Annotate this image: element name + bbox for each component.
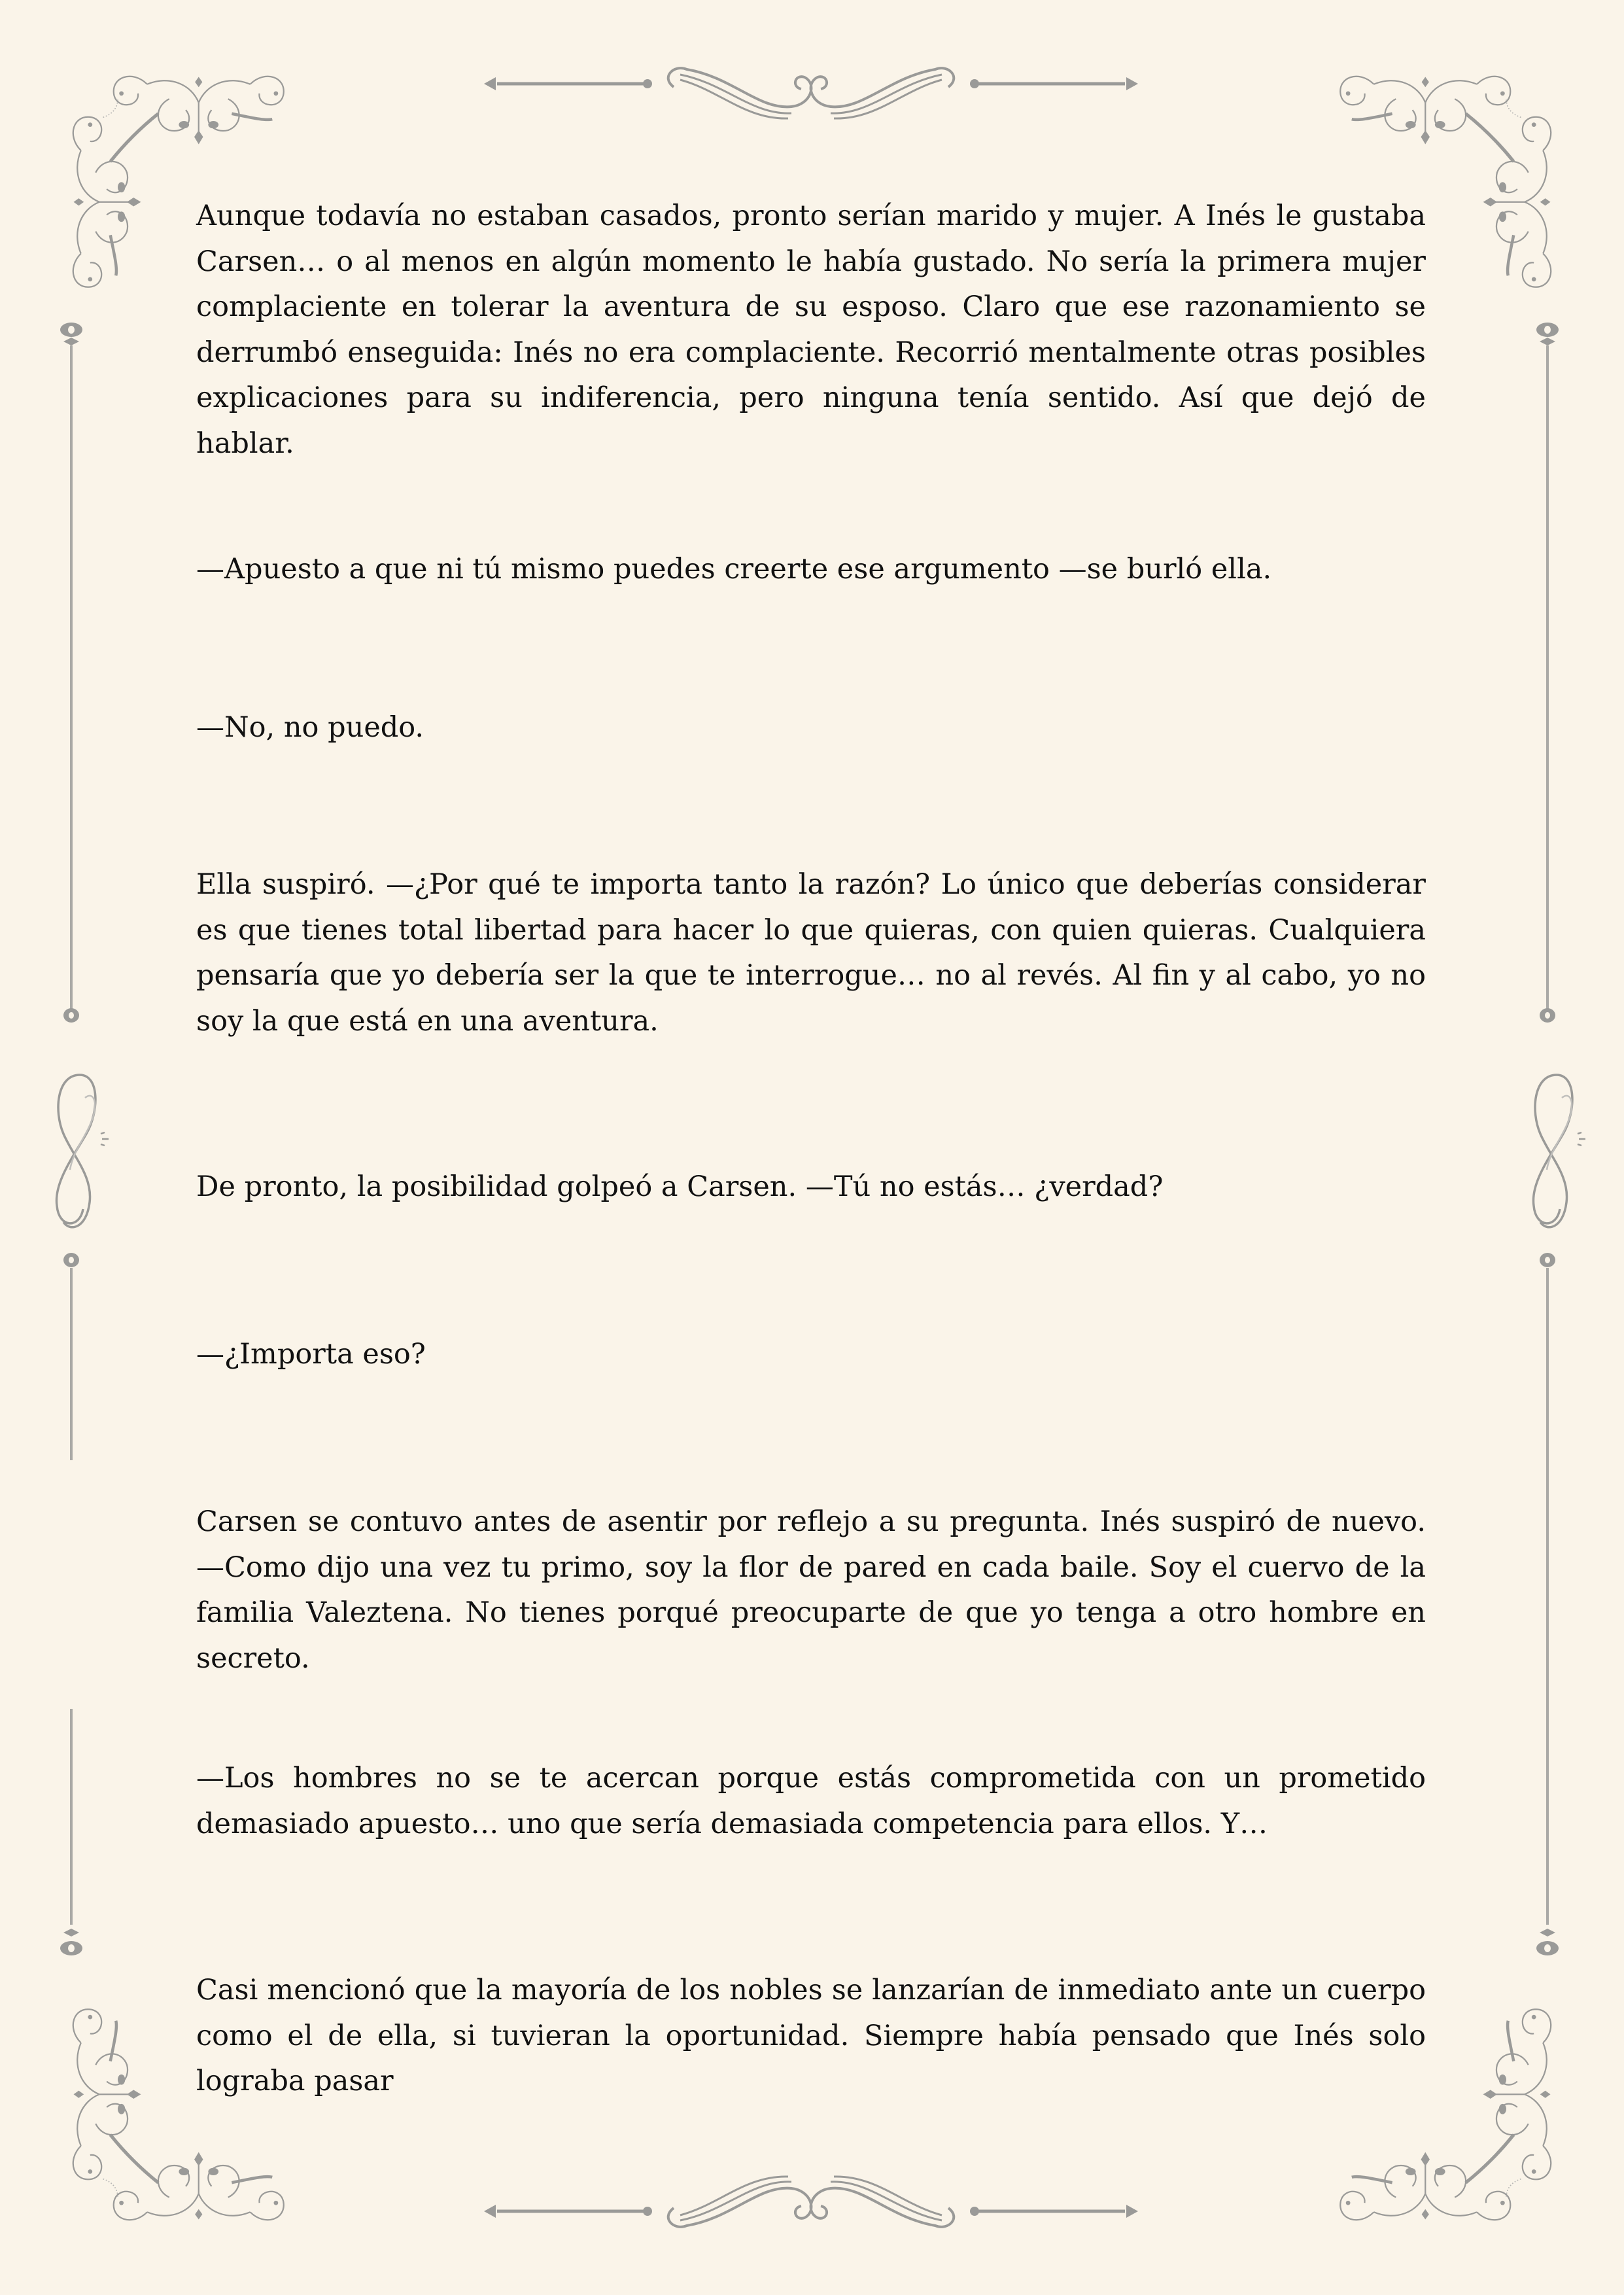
figure-eight-left: [47, 1072, 112, 1229]
figure-eight-right: [1524, 1072, 1589, 1229]
paragraph: —Apuesto a que ni tú mismo puedes creerte ese argumento —se burló ella.: [196, 553, 1272, 586]
scroll-divider-top: [334, 58, 1288, 130]
paragraph: Carsen se contuvo antes de asentir por reflejo a su pregunta. Inés suspiró de nuevo. —Como dijo una vez tu primo, soy la flor de pared en cada baile. Soy el cuervo de la familia Valeztena. No tienes porqué preocuparte de que yo tenga a otro hombre en secreto.: [196, 1505, 1426, 1675]
rod-left-upper: [58, 322, 84, 1028]
paragraph: —Los hombres no se te acercan porque estás comprometida con un prometido demasiado apuesto… uno que sería demasiada competencia para ellos. Y…: [196, 1762, 1426, 1840]
paragraph: Casi mencionó que la mayoría de los nobles se lanzarían de inmediato ante un cuerpo como el de ella, si tuvieran la oportunidad. Siempre había pensado que Inés solo lograba pasar: [196, 1974, 1426, 2097]
paragraph: —¿Importa eso?: [196, 1338, 426, 1371]
rod-right-lower: [1534, 1251, 1561, 1957]
rod-left-lower: [58, 1251, 84, 1957]
paragraph: Ella suspiró. —¿Por qué te importa tanto la razón? Lo único que deberías considerar es que tienes total libertad para hacer lo que quieras, con quien quieras. Cualquiera pensaría que yo debería ser la que te interrogue… no al revés. Al fin y al cabo, yo no soy la que está en una aventura.: [196, 868, 1426, 1038]
paragraph: Aunque todavía no estaban casados, pronto serían marido y mujer. A Inés le gustaba Carsen… o al menos en algún momento le había gustado. No sería la primera mujer complaciente en tolerar la aventura de su esposo. Claro que ese razonamiento se derrumbó enseguida: Inés no era complaciente. Recorrió mentalmente otras posibles explicaciones para su indiferencia, pero ninguna tenía sentido. Así que dejó de hablar.: [196, 200, 1426, 460]
paragraph: —No, no puedo.: [196, 711, 424, 744]
scroll-divider-bottom: [334, 2165, 1288, 2237]
paragraph: De pronto, la posibilidad golpeó a Carsen. —Tú no estás… ¿verdad?: [196, 1170, 1164, 1203]
rod-right-upper: [1534, 322, 1561, 1028]
